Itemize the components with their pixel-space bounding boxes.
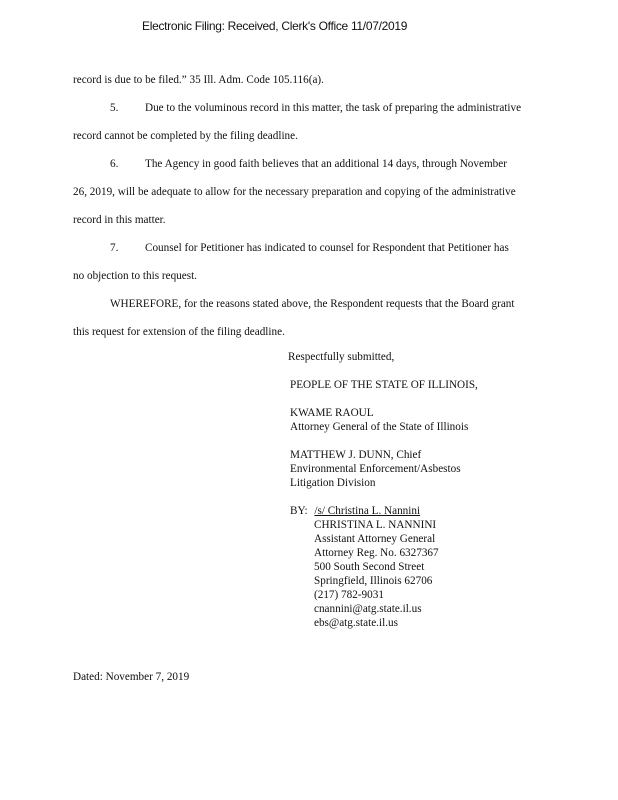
dated-line: Dated: November 7, 2019: [73, 671, 190, 683]
paragraph-5-line-1: Due to the voluminous record in this matter, the task of preparing the administrative: [145, 102, 522, 114]
paragraph-5-number: 5.: [110, 102, 119, 114]
paragraph-6-number: 6.: [110, 158, 119, 170]
paragraph-7-number: 7.: [110, 242, 119, 254]
paragraph-5-line-2: record cannot be completed by the filing deadline.: [73, 130, 298, 142]
paragraph-6-line-1: The Agency in good faith believes that an additional 14 days, through November: [145, 158, 507, 170]
chief-title-line-1: Environmental Enforcement/Asbestos: [290, 463, 461, 475]
email-1: cnannini@atg.state.il.us: [314, 603, 422, 615]
attorney-general-name: KWAME RAOUL: [290, 407, 374, 419]
paragraph-6-line-2: 26, 2019, will be adequate to allow for the necessary preparation and copying of the administrative: [73, 186, 516, 198]
chief-title-line-2: Litigation Division: [290, 477, 376, 489]
email-2: ebs@atg.state.il.us: [314, 617, 398, 629]
signature-closing: Respectfully submitted,: [288, 351, 395, 363]
attorney-registration: Attorney Reg. No. 6327367: [314, 547, 439, 559]
paragraph-7-line-1: Counsel for Petitioner has indicated to counsel for Respondent that Petitioner has: [145, 242, 509, 254]
signature-ag-block: [290, 406, 468, 434]
phone-number: (217) 782-9031: [314, 589, 384, 601]
signature-party: PEOPLE OF THE STATE OF ILLINOIS,: [290, 379, 478, 391]
paragraph-4-tail: record is due to be filed.” 35 Ill. Adm. Code 105.116(a).: [73, 74, 324, 86]
attorney-general-title: Attorney General of the State of Illinois: [290, 421, 469, 433]
paragraph-7-line-2: no objection to this request.: [73, 270, 197, 282]
electronic-filing-stamp: Electronic Filing: Received, Clerk's Office 11/07/2019: [142, 19, 408, 33]
wherefore-line-1: WHEREFORE, for the reasons stated above, the Respondent requests that the Board grant: [110, 298, 515, 310]
electronic-signature: /s/ Christina L. Nannini: [314, 505, 421, 517]
address-line-2: Springfield, Illinois 62706: [314, 575, 433, 587]
by-label: BY:: [290, 505, 308, 517]
attorney-title: Assistant Attorney General: [314, 533, 436, 545]
signature-by-line: [290, 504, 420, 518]
attorney-contact-block: [314, 518, 439, 630]
paragraph-6-line-3: record in this matter.: [73, 214, 166, 226]
address-line-1: 500 South Second Street: [314, 561, 425, 573]
document-body: [73, 66, 553, 346]
wherefore-line-2: this request for extension of the filing deadline.: [73, 326, 285, 338]
signature-chief-block: [290, 448, 461, 490]
chief-name: MATTHEW J. DUNN, Chief: [290, 449, 422, 461]
attorney-name: CHRISTINA L. NANNINI: [314, 519, 437, 531]
